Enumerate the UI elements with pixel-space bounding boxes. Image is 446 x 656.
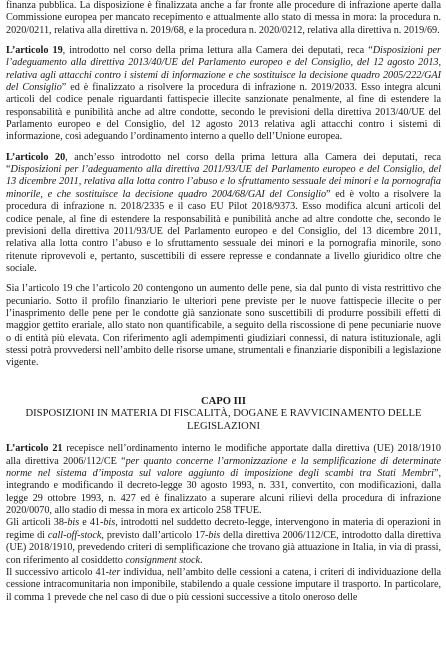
articles-38-41-paragraph: [6, 517, 441, 566]
article-20-title: Disposizioni per l’adeguamento alla direttiva 2011/93/UE del Parlamento europeo e del Consiglio, del 13 dicembre 2011, relativa alla lotta contro l’abuso e lo sfruttamento sessuale dei minori e la pornografia minorile, e che sostituisce la decisione quadro 2004/68/GAI del Consiglio: [6, 164, 441, 200]
article-20-label: L’articolo 20: [6, 151, 66, 163]
art38-bis-3: bis: [208, 529, 221, 541]
consignment-stock-term: consignment stock: [125, 554, 200, 566]
art38-bis-1: bis: [67, 517, 80, 529]
intro-paragraph: [6, 0, 441, 37]
chapter-title-line-1: DISPOSIZIONI IN MATERIA DI FISCALITÀ, DOGANE E RAVVICINAMENTO DELLE: [25, 408, 422, 420]
article-21-label: L’articolo 21: [6, 443, 63, 455]
art38-text-4: , previsto dall’articolo 17-: [101, 529, 209, 541]
article-19-paragraph: [6, 45, 441, 144]
article-19-title: Disposizioni per l’adeguamento alla direttiva 2013/40/UE del Parlamento europeo e del Consiglio, del 12 agosto 2013, relativa agli attacchi contro i sistemi di informazione e che sostituisce la decisione quadro 2005/222/GAI del Consiglio: [6, 45, 441, 94]
article-20-text-2: ” ed è volto a risolvere la procedura di infrazione n. 2018/2335 e il caso EU Pilot 2018/9373. Esso modifica alcuni articoli del codice penale, al fine di estendere la responsabilità e punibilità anche ad altre condotte che, secondo le previsioni della direttiva 2011/93/UE del Parlamento europeo e del Consiglio, del 13 dicembre 2011, relativa alla lotta contro l’abuso e lo sfruttamento sessuale dei minori e la pornografia minorile, sono ritenute riprovevoli e, pertanto, suscettibili di essere represse e condannate a livello giuridico oltre che sociale.: [6, 188, 442, 274]
article-19-label: L’articolo 19: [6, 45, 63, 57]
article-21-paragraph: [6, 443, 441, 517]
art38-text-1: Gli articoli 38-: [6, 517, 68, 529]
article-21-title: per quanto concerne l’armonizzazione e la semplificazione di determinate norme nel sistema d’imposta sul valore aggiunto di imposizione degli scambi tra Stati Membri: [6, 455, 441, 480]
art41ter-text-2: individua, nell’ambito delle cessioni a catena, i criteri di individuazione della cessione intracomunitaria non imponibile, stabilendo a quale cessione imputare il trasporto. In particolare, il comma 1 prevede che nel caso di due o più cessioni successive a titolo oneroso delle: [6, 566, 442, 603]
article-19-text-2: ” ed è finalizzato a risolvere la procedura di infrazione n. 2019/2033. Esso integra alcuni articoli del codice penale riguardanti fattispecie illecite sanzionate penalmente, al fine di estendere la responsabilità e punibilità anche ad altre condotte, secondo le previsioni della direttiva 2013/40/UE del Parlamento europeo e del Consiglio, del 12 agosto 2013 relativa agli attacchi contro i sistemi di informazione, così adeguando l’ordinamento interno a quello dell’Unione europea.: [6, 82, 441, 143]
art38-text-6: .: [200, 554, 203, 566]
article-21-text-1: recepisce nell’ordinamento interno le modifiche apportate dalla direttiva (UE) 2018/1910 alla direttiva 2006/112/CE “: [6, 443, 442, 467]
art38-bis-2: bis: [103, 517, 116, 529]
call-off-stock-term: call-off-stock: [47, 529, 102, 541]
art38-text-3: , introdotti nel suddetto decreto-legge, intervengono in materia di operazioni in regime di: [6, 517, 441, 541]
art38-text-2: e 41-: [79, 517, 104, 529]
penalties-text: Sia l’articolo 19 che l’articolo 20 contengono un aumento delle pene, sia dal punto di vista restrittivo che pecuniario. Sotto il profilo finanziario le ulteriori pene previste per le nuove fattispecie illecite o per l’inasprimento delle pene per le condotte già sanzionate sono suscettibili di produrre possibili effetti di maggior gettito erariale, allo stato non quantificabile, a seguito della riscossione di pene pecuniarie nuove o di entità più elevata. Con riferimento agli adempimenti giudiziari connessi, di natura istituzionale, agli stessi potrà provvedersi nell’ambito delle risorse umane, strumentali e finanziarie disponibili a legislazione vigente.: [6, 283, 441, 369]
chapter-title-line-2: LEGISLAZIONI: [187, 420, 260, 432]
art41ter-ter: ter: [109, 566, 121, 578]
chapter-heading: [6, 396, 441, 434]
article-41-ter-paragraph: [6, 567, 441, 604]
art41ter-text-1: Il successivo articolo 41-: [6, 566, 110, 578]
intro-text: finanza pubblica. La disposizione è finalizzata anche a far fronte alle procedure di infrazione aperte dalla Commissione europea per mancato recepimento e attualmente allo stato di messa in mora: la procedura n. 2020/0211, relativa alla direttiva n. 2019/68, e la procedura n. 2020/0212, relativa alla direttiva n. 2019/69.: [6, 0, 441, 36]
chapter-number: CAPO III: [200, 395, 247, 407]
article-21-text-2: ”, integrando e modificando il decreto-legge 30 agosto 1993, n. 331, convertito, con modificazioni, dalla legge 29 ottobre 1993, n. 427 ed è finalizzato a superare alcuni rilievi della procedura di infrazione 2020/0070, allo stadio di messa in mora ex articolo 258 TFUE.: [6, 468, 441, 517]
article-20-text-1: , anch’esso introdotto nel corso della prima lettura alla Camera dei deputati, reca “: [6, 151, 441, 176]
article-19-text-1: , introdotto nel corso della prima lettura alla Camera dei deputati, reca “: [62, 45, 373, 57]
penalties-paragraph: [6, 283, 441, 369]
article-20-paragraph: [6, 152, 441, 275]
art38-text-5: della direttiva 2006/112/CE, introdotto dalla direttiva (UE) 2018/1910, prevedendo criteri di semplificazione che trovano già attuazione in Italia, in via di prassi, con riferimento al cosiddetto: [6, 529, 441, 566]
